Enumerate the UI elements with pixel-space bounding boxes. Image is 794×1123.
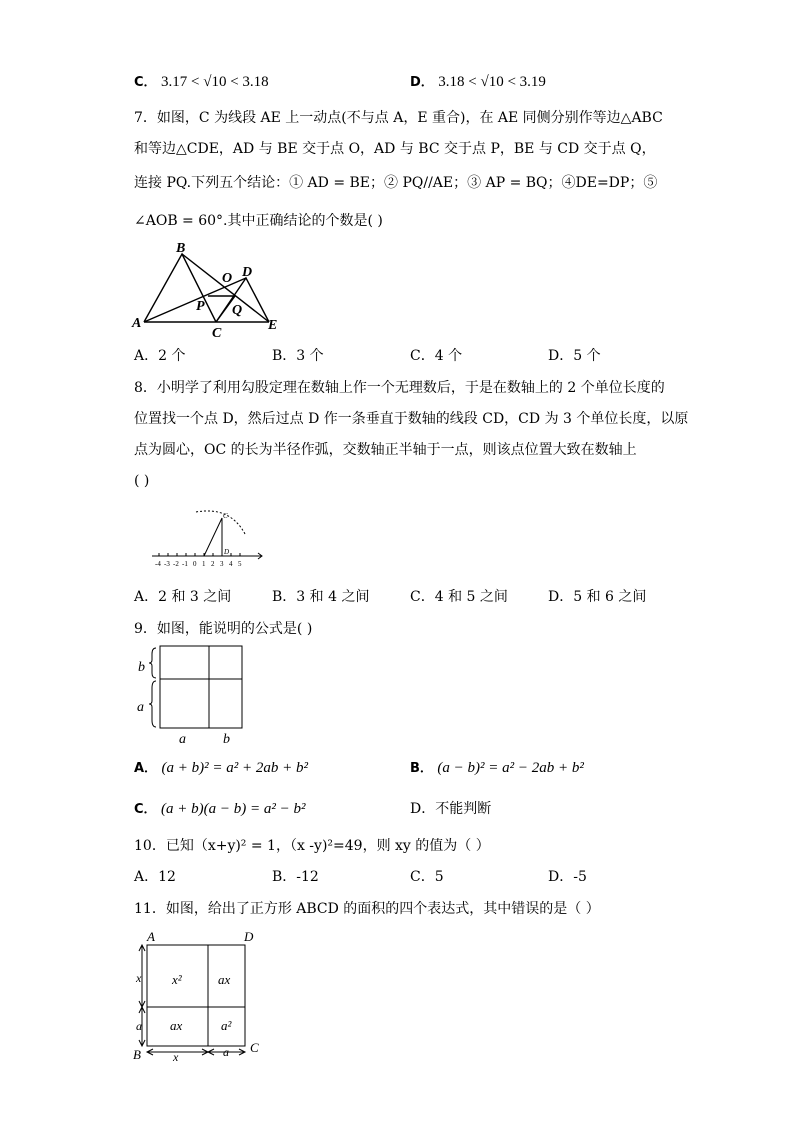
- q9-option-b-math: (a − b)² = a² − 2ab + b²: [437, 760, 584, 776]
- q8-option-c: C．4 和 5 之间: [410, 589, 508, 605]
- q11-cell-a-squared: a²: [221, 1018, 232, 1033]
- q11-cell-ax-top: ax: [218, 972, 231, 987]
- q6-option-c-math: 3.17 < √10 < 3.18: [161, 74, 269, 90]
- q9-label-a-left: a: [137, 700, 144, 715]
- q9-line-1: 9．如图，能说明的公式是( ): [134, 621, 313, 637]
- q10-option-c: C．5: [410, 869, 444, 885]
- q8-tick-label: 1: [202, 560, 206, 568]
- q8-number-line-figure: [150, 506, 268, 570]
- q7-label-e: E: [268, 318, 278, 333]
- q7-label-q: Q: [232, 303, 243, 318]
- q11-label-b-corner: B: [133, 1047, 141, 1062]
- q10-option-d: D．-5: [548, 869, 587, 885]
- q11-side-x: x: [136, 971, 142, 985]
- q9-option-c-label: C．: [134, 802, 157, 817]
- q8-tick-label: -4: [155, 560, 161, 568]
- q11-bottom-a: a: [223, 1045, 229, 1059]
- q7-option-b: B．3 个: [272, 348, 324, 364]
- q8-line-4: ( ): [134, 473, 150, 489]
- q6-option-d-math: 3.18 < √10 < 3.19: [438, 74, 546, 90]
- q10-option-b: B．-12: [272, 869, 319, 885]
- q7-label-a: A: [132, 316, 142, 331]
- q8-option-a: A．2 和 3 之间: [134, 589, 232, 605]
- q9-label-b-bottom: b: [223, 732, 230, 747]
- q11-line-1: 11．如图，给出了正方形 ABCD 的面积的四个表达式，其中错误的是（ ）: [134, 901, 600, 917]
- q10-option-a: A．12: [134, 869, 176, 885]
- q8-tick-label: 4: [229, 560, 233, 568]
- q11-label-c-corner: C: [250, 1040, 259, 1055]
- q6-option-c: [134, 72, 269, 93]
- q9-option-a-math: (a + b)² = a² + 2ab + b²: [161, 760, 308, 776]
- q8-tick-label: -3: [164, 560, 170, 568]
- q7-label-c: C: [212, 326, 222, 340]
- q8-tick-label: 0: [193, 560, 197, 568]
- q9-option-b: [410, 758, 584, 779]
- q7-label-p: P: [196, 299, 205, 314]
- q7-label-o: O: [222, 271, 233, 286]
- q8-tick-label: 3: [220, 560, 224, 568]
- q7-line-4: ∠AOB = 60°.其中正确结论的个数是( ): [134, 213, 383, 229]
- q11-bottom-x: x: [173, 1050, 179, 1064]
- q11-label-d-corner: D: [244, 929, 254, 944]
- q8-tick-label: 5: [238, 560, 242, 568]
- q8-label-d: D: [224, 548, 230, 556]
- q9-square-figure: [130, 640, 250, 750]
- q7-line-3: 连接 PQ.下列五个结论：① AD = BE；② PQ//AE；③ AP = BQ；④DE=DP；⑤: [134, 175, 658, 191]
- q9-option-a-label: A．: [134, 761, 158, 776]
- q9-label-b-left: b: [138, 660, 145, 675]
- q9-option-c: [134, 799, 305, 820]
- q7-line-2: 和等边△CDE，AD 与 BE 交于点 O，AD 与 BC 交于点 P，BE 与 CD 交于点 Q，: [134, 141, 656, 157]
- q9-label-a-bottom: a: [179, 732, 186, 747]
- q9-option-c-math: (a + b)(a − b) = a² − b²: [161, 801, 306, 817]
- q8-tick-label: 2: [211, 560, 215, 568]
- q6-option-d-label: D．: [410, 75, 434, 90]
- q6-option-c-label: C．: [134, 75, 157, 90]
- q7-option-a: A．2 个: [134, 348, 186, 364]
- q9-option-d: D．不能判断: [410, 801, 492, 817]
- q7-option-c: C．4 个: [410, 348, 463, 364]
- q7-option-d: D．5 个: [548, 348, 601, 364]
- q9-option-a: [134, 758, 308, 779]
- q8-tick-label: -2: [173, 560, 179, 568]
- q8-option-b: B．3 和 4 之间: [272, 589, 370, 605]
- q11-label-a-corner: A: [147, 929, 155, 944]
- q9-option-b-label: B．: [410, 761, 433, 776]
- q8-option-d: D．5 和 6 之间: [548, 589, 647, 605]
- q7-label-b: B: [176, 241, 186, 256]
- q6-option-d: [410, 72, 546, 93]
- q8-line-1: 8．小明学了利用勾股定理在数轴上作一个无理数后，于是在数轴上的 2 个单位长度的: [134, 380, 665, 396]
- q8-tick-label: -1: [182, 560, 188, 568]
- q11-cell-ax-bottom: ax: [170, 1018, 183, 1033]
- q10-line-1: 10．已知（x+y)² = 1，（x -y)²=49，则 xy 的值为（ ）: [134, 838, 490, 854]
- q11-side-a: a: [136, 1019, 142, 1033]
- q8-line-2: 位置找一个点 D，然后过点 D 作一条垂直于数轴的线段 CD，CD 为 3 个单位长度，以原: [134, 411, 689, 427]
- q7-triangle-figure: [128, 238, 288, 340]
- q7-line-1: 7．如图，C 为线段 AE 上一动点(不与点 A，E 重合)，在 AE 同侧分别作等边△ABC: [134, 110, 663, 126]
- q7-label-d: D: [242, 265, 253, 280]
- q11-square-figure: [128, 926, 274, 1066]
- q11-cell-x-squared: x²: [172, 972, 182, 987]
- q8-label-c: C: [223, 512, 228, 520]
- q8-line-3: 点为圆心，OC 的长为半径作弧，交数轴正半轴于一点，则该点位置大致在数轴上: [134, 442, 637, 458]
